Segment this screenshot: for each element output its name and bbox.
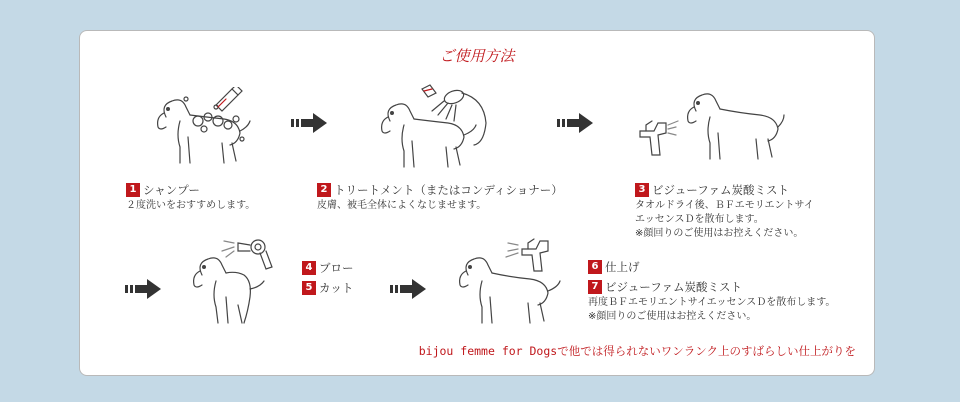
- step-label: ビジューファム炭酸ミスト: [652, 183, 789, 197]
- arrow-right-icon: [125, 279, 161, 299]
- dog-finish-spray-icon: [456, 235, 596, 327]
- step-description: 再度ＢＦエモリエントサイエッセンスＤを散布します。: [588, 297, 836, 308]
- arrow-right-icon: [557, 113, 593, 133]
- step-3: [635, 183, 814, 241]
- step-number-badge: 4: [302, 261, 316, 275]
- step-number-badge: 7: [588, 280, 602, 294]
- step-number-badge: 2: [317, 183, 331, 197]
- step-label: カット: [319, 281, 354, 295]
- step-number-badge: 3: [635, 183, 649, 197]
- step-label: ビジューファム炭酸ミスト: [605, 280, 742, 294]
- dog-blow-dry-icon: [186, 235, 296, 327]
- step-number-badge: 5: [302, 281, 316, 295]
- brand-tagline: [419, 343, 856, 359]
- step-description: タオルドライ後、ＢＦエモリエントサイ: [635, 200, 814, 211]
- step-label: ブロー: [319, 261, 354, 275]
- step-number-badge: 6: [588, 260, 602, 274]
- step-caution: ※顔回りのご使用はお控えください。: [588, 311, 757, 322]
- step-1: [126, 183, 255, 213]
- dog-shampoo-icon: [146, 87, 256, 167]
- page-title: ご使用方法: [439, 47, 515, 65]
- arrow-right-icon: [291, 113, 327, 133]
- brand-name: bijou femme for Dogs: [418, 344, 558, 358]
- step-number-badge: 1: [126, 183, 140, 197]
- step-description: 皮膚、被毛全体によくなじませます。: [317, 200, 487, 211]
- step-label: トリートメント（またはコンディショナー）: [334, 183, 563, 197]
- step-4-5: [302, 261, 354, 301]
- step-description: ２度洗いをおすすめします。: [126, 200, 256, 211]
- step-label: 仕上げ: [605, 260, 640, 274]
- step-description: エッセンスＤを散布します。: [635, 214, 764, 225]
- dog-mist-spray-icon: [636, 87, 786, 167]
- step-label: シャンプー: [143, 183, 200, 197]
- step-6-7: [588, 260, 835, 324]
- tagline-text: で他では得られないワンランク上のすばらしい仕上がりを: [557, 344, 856, 358]
- arrow-right-icon: [390, 279, 426, 299]
- dog-shower-icon: [370, 83, 500, 171]
- step-caution: ※顔回りのご使用はお控えください。: [635, 228, 804, 239]
- step-2: [317, 183, 563, 213]
- usage-card: [79, 30, 875, 376]
